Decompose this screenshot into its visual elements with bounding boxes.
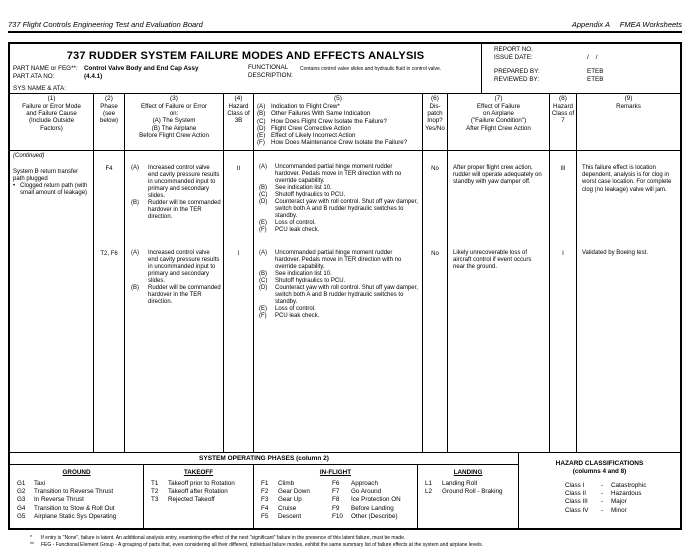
phase-code: G5 <box>17 512 26 520</box>
item-letter: (B) <box>131 200 139 206</box>
phase-code: T2 <box>151 488 159 496</box>
phase-code: F10 <box>332 512 343 520</box>
col3-header-line: (A) The System <box>152 117 196 125</box>
phase-code: F4 <box>261 504 269 512</box>
report-block <box>482 44 680 93</box>
item-letter: (C) <box>257 117 266 125</box>
bullet-icon: • <box>13 183 16 189</box>
phase-item <box>254 496 328 504</box>
phase-item <box>10 505 143 513</box>
fmea-worksheet-table <box>8 42 682 530</box>
phase-label: Climb <box>278 480 295 487</box>
phase-code: G4 <box>17 504 26 512</box>
phases-header: SYSTEM OPERATING PHASES (column 2) <box>10 453 518 465</box>
class-name: Class III <box>565 498 588 506</box>
effect-after-entry-1: After proper flight crew action, rudder will operate adequately on standby with yaw damper off. <box>453 165 542 186</box>
inflight-phase-column <box>254 465 418 528</box>
col5-header-item <box>257 132 420 139</box>
phase-label: Transition to Reverse Thrust <box>34 488 114 496</box>
col6-number: (6) <box>431 95 439 102</box>
effect-after-column <box>448 151 550 452</box>
hazard-classifications <box>519 453 680 528</box>
phase-code: L2 <box>425 488 433 496</box>
col3-number: (3) <box>170 95 178 102</box>
indication-item <box>259 285 418 306</box>
column-header-6 <box>423 94 448 150</box>
item-letter: (C) <box>259 278 268 284</box>
phase-code: T3 <box>151 496 159 504</box>
dispatch-entry-2: No <box>431 251 439 257</box>
item-letter: (D) <box>257 124 266 132</box>
failure-cause-row <box>13 183 90 197</box>
phase-label: Descent <box>278 512 302 520</box>
remarks-column <box>577 151 680 452</box>
ground-title: GROUND <box>62 469 91 476</box>
col5-header-item <box>257 125 420 132</box>
item-letter: (B) <box>259 185 267 191</box>
class-label: Major <box>611 498 627 506</box>
issue-date-value: / / <box>587 53 598 61</box>
item-text: Effect of Likely Incorrect Action <box>271 132 356 140</box>
item-text: Shutoff hydraulics to PCU. <box>275 192 346 198</box>
prepared-by-value: ETEB <box>587 68 604 75</box>
phase-entry-1: F4 <box>105 166 113 172</box>
phase-label: Approach <box>351 480 378 487</box>
sys-name-label: SYS NAME & ATA: <box>13 85 66 92</box>
functional-description-value: Contains control valve slides and hydraulic fluid in control valve. <box>300 66 442 72</box>
functional-description-label: FUNCTIONAL <box>248 64 289 71</box>
col4-header-line: 3B <box>234 117 243 125</box>
part-ata-label: PART ATA NO: <box>13 73 55 80</box>
col2-number: (2) <box>105 95 113 102</box>
col5-header-item <box>257 110 420 117</box>
inflight-sublists <box>254 480 417 521</box>
item-letter: (E) <box>259 306 267 312</box>
phase-code: F8 <box>332 496 340 504</box>
failure-mode-entry-2 <box>10 248 93 452</box>
col7-number: (7) <box>494 95 503 102</box>
takeoff-title: TAKEOFF <box>183 469 214 476</box>
col3-header-line: (B) The Airplane <box>151 124 197 132</box>
effect-item <box>131 200 221 221</box>
item-text: Loss of control. <box>275 306 316 312</box>
appendix-label: Appendix A <box>571 20 610 29</box>
phase-item <box>418 488 518 496</box>
phase-item <box>328 505 417 513</box>
col5-header-item <box>257 139 420 146</box>
class-name: Class I <box>565 482 585 489</box>
effect-item <box>131 285 221 306</box>
hazard-class-item <box>519 498 680 506</box>
hazard-3b-entry-1: II <box>236 166 241 172</box>
phase-code: F6 <box>332 480 340 487</box>
col5-number: (5) <box>334 95 342 102</box>
item-letter: (B) <box>131 285 139 291</box>
item-text: How Does Flight Crew Isolate the Failure? <box>271 117 387 125</box>
item-letter: (F) <box>259 227 267 233</box>
phase-label: Landing Roll <box>442 480 478 487</box>
item-letter: (A) <box>131 165 139 171</box>
indication-item <box>259 306 418 313</box>
phase-label: Gear Down <box>278 488 310 496</box>
worksheets-label: FMEA Worksheets <box>619 20 682 29</box>
phase-code: F5 <box>261 512 269 520</box>
col2-header-line: below) <box>99 117 119 125</box>
item-letter: (F) <box>257 139 265 147</box>
indication-item <box>259 250 418 271</box>
indication-item <box>259 164 418 185</box>
hazard-title: HAZARD CLASSIFICATIONS <box>555 460 644 467</box>
col9-number: (9) <box>624 95 633 102</box>
item-text: Indication to Flight Crew* <box>271 103 340 110</box>
item-text: How Does Maintenance Crew Isolate the Failure? <box>271 139 408 147</box>
column-header-2 <box>94 94 125 150</box>
phase-column <box>94 151 125 452</box>
item-text: Uncommanded partial hinge moment rudder hardover. Pedals move in TER direction with no override capability. <box>275 164 402 184</box>
hazard-class-item <box>519 482 680 490</box>
phase-item <box>10 496 143 504</box>
report-no-label: REPORT NO. <box>494 46 533 53</box>
col7-header-line: Effect of Failure <box>476 103 521 110</box>
footnotes <box>30 535 680 549</box>
item-text: Shutoff hydraulics to PCU. <box>275 278 346 284</box>
indication-item <box>259 271 418 278</box>
failure-mode-entry-1 <box>10 151 93 248</box>
page-header-left-text: 737 Flight Controls Engineering Test and Evaluation Board <box>8 20 203 29</box>
col4-number: (4) <box>234 95 243 102</box>
hazard-7-entry-2: I <box>562 251 564 257</box>
phase-item <box>418 480 518 488</box>
item-letter: (E) <box>257 132 266 140</box>
phase-code: F9 <box>332 504 340 512</box>
phase-item <box>254 505 328 513</box>
phase-code: G2 <box>17 488 26 496</box>
col1-header-line: (Include Outside <box>28 117 75 125</box>
column-header-row <box>10 94 680 151</box>
indication-item <box>259 220 418 227</box>
continued-note: (Continued) <box>13 153 45 159</box>
title-block <box>10 44 482 93</box>
phase-item <box>144 480 253 488</box>
item-text: See indication list 10. <box>275 185 332 191</box>
effect-item <box>131 250 221 285</box>
col7-header-line: on Airplane <box>483 110 514 118</box>
item-text: Rudder will be commanded hardover in the TER direction. <box>148 285 221 305</box>
footnote-text: If entry is "None", failure is latent. An additional analysis entry, examining the effect of the next "significant" failure in the presence of this latent failure, must be made. <box>41 535 406 541</box>
remarks-entry-2: Validated by Boeing test. <box>582 250 648 256</box>
indication-item <box>259 227 418 234</box>
column-header-9 <box>577 94 680 150</box>
phase-item <box>10 480 143 488</box>
footnote-marker: ** <box>30 542 34 548</box>
col5-header-item <box>257 103 420 110</box>
item-letter: (C) <box>259 192 268 198</box>
phase-label: Cruise <box>278 504 297 512</box>
hazard-class-item <box>519 507 680 515</box>
dash: - <box>601 506 604 514</box>
reviewed-by-line <box>482 76 680 84</box>
footnote <box>30 535 680 542</box>
phase-code: F2 <box>261 488 269 496</box>
item-letter: (B) <box>257 110 266 118</box>
dispatch-column <box>423 151 448 452</box>
phase-code: G3 <box>17 496 26 504</box>
phase-label: Transition to Stow & Roll Out <box>34 504 115 512</box>
worksheet-title: 737 RUDDER SYSTEM FAILURE MODES AND EFFECTS ANALYSIS <box>66 50 425 62</box>
item-letter: (D) <box>259 199 268 205</box>
part-name-label: PART NAME or FEG**: <box>13 65 78 72</box>
phase-label: Ice Protection ON <box>351 496 401 504</box>
col9-header-line: Remarks <box>616 103 641 110</box>
col1-header-line: and Failure Cause <box>26 110 77 118</box>
indication-item <box>259 192 418 199</box>
phase-item <box>328 513 417 521</box>
item-text: See indication list 10. <box>275 271 332 277</box>
column-header-5 <box>254 94 423 150</box>
column-header-4 <box>224 94 254 150</box>
phase-code: G1 <box>17 480 26 487</box>
effect-after-entry-2: Likely unrecoverable loss of aircraft control if event occurs near the ground. <box>453 250 532 271</box>
item-text: Counteract yaw with roll control. Shut off yaw damper, switch both A and B rudder hydraulic switches to standby. <box>275 199 418 219</box>
page-header <box>8 20 682 29</box>
landing-title: LANDING <box>453 469 483 476</box>
item-text: PCU leak check. <box>275 313 320 319</box>
item-text: Uncommanded partial hinge moment rudder hardover. Pedals move in TER direction with no override capability. <box>275 250 402 270</box>
item-letter: (A) <box>259 164 267 170</box>
indication-item <box>259 185 418 192</box>
col2-header-line: Phase <box>100 103 118 110</box>
item-letter: (A) <box>259 250 267 256</box>
phase-label: Other (Describe) <box>351 512 398 520</box>
indication-item <box>259 199 418 220</box>
column-header-1 <box>10 94 94 150</box>
column-header-3 <box>125 94 224 150</box>
effect-column <box>125 151 224 452</box>
phase-label: Taxi <box>34 480 46 487</box>
phase-label: Go Around <box>351 488 382 496</box>
legend-section <box>10 453 680 528</box>
col7-header-line: ("Failure Condition") <box>470 117 527 125</box>
footnote <box>30 542 680 549</box>
phase-entry-2: T2, F6 <box>100 251 118 257</box>
phase-item <box>254 480 328 488</box>
table-body <box>10 151 680 453</box>
phase-label: Gear Up <box>278 496 302 504</box>
phase-item <box>328 488 417 496</box>
indication-column <box>254 151 423 452</box>
phase-label: Rejected Takeoff <box>168 496 215 504</box>
phase-label: Before Landing <box>351 504 394 512</box>
phase-code: L1 <box>425 480 433 487</box>
indication-item <box>259 313 418 320</box>
col6-header-line: Inop? <box>427 117 443 125</box>
prepared-by-line <box>482 68 680 76</box>
item-text: Increased control valve end cavity pressure results in uncommanded input to primary and secondary slides. <box>148 250 220 284</box>
header-rule <box>8 31 682 33</box>
remarks-entry-1: This failure effect is location dependent, analysis is for clog in worst case location. For complete clog (no leakage) valve will jam. <box>582 165 672 193</box>
col8-header-line: Hazard <box>553 103 573 110</box>
effect-item <box>131 165 221 200</box>
col4-header-line: Hazard <box>228 103 249 110</box>
phase-label: In Reverse Thrust <box>34 496 84 504</box>
hazard-3b-column <box>224 151 254 452</box>
col2-header-line: (see <box>102 110 116 118</box>
col7-header-line: After Flight Crew Action <box>466 124 531 132</box>
failure-cause-text: Clogged return path (with small amount of leakage) <box>20 183 88 196</box>
phase-label: Takeoff after Rotation <box>168 488 228 496</box>
phase-item <box>328 496 417 504</box>
ground-phase-column <box>10 465 144 528</box>
phase-item <box>144 496 253 504</box>
item-text: Increased control valve end cavity pressure results in uncommanded input to primary and secondary slides. <box>148 165 220 199</box>
dispatch-entry-1: No <box>431 166 439 172</box>
hazard-7-column <box>550 151 577 452</box>
class-name: Class IV <box>565 506 589 514</box>
phase-code: T1 <box>151 480 159 487</box>
col8-number: (8) <box>559 95 567 102</box>
phase-code: F1 <box>261 480 269 487</box>
class-name: Class II <box>565 490 586 498</box>
phase-label: Airplane Static Sys Operating <box>34 512 117 520</box>
system-operating-phases <box>10 453 519 528</box>
col1-header-line: Failure or Error Mode <box>22 103 81 110</box>
col1-header-line: Factors) <box>40 124 63 132</box>
hazard-subtitle: (columns 4 and 8) <box>572 468 627 475</box>
phase-item <box>10 488 143 496</box>
hazard-7-entry-1: III <box>560 166 566 172</box>
col3-header-line: Before Flight Crew Action <box>139 131 209 139</box>
class-label: Catastrophic <box>611 482 647 489</box>
prepared-by-label: PREPARED BY: <box>494 68 540 75</box>
column-header-7 <box>448 94 550 150</box>
column-header-8 <box>550 94 577 150</box>
title-row <box>10 44 680 94</box>
dash: - <box>601 482 604 489</box>
phase-label: Ground Roll - Braking <box>442 488 503 496</box>
failure-mode-text: System B return transfer path plugged <box>13 169 79 182</box>
item-letter: (E) <box>259 220 267 226</box>
phase-item <box>144 488 253 496</box>
page-header-right-text <box>564 20 682 29</box>
item-letter: (A) <box>257 103 266 110</box>
footnote-text: FEG - Functional Element Group - A grouping of parts that, even considering all their different, individual failure modes, exhibit the same summary list of failure effects at the system and airplane levels. <box>41 542 483 548</box>
col5-header-item <box>257 118 420 125</box>
hazard-class-item <box>519 490 680 498</box>
item-text: Rudder will be commanded hardover in the TER direction. <box>148 200 221 220</box>
phase-label: Takeoff prior to Rotation <box>168 480 235 487</box>
col6-header-line: Dis- <box>429 103 441 110</box>
col4-header-line: Class of <box>227 110 250 118</box>
dash: - <box>601 498 604 506</box>
class-label: Minor <box>611 506 627 514</box>
col6-header-line: Yes/No <box>425 124 445 132</box>
item-text: Other Failures With Same Indication <box>271 110 371 118</box>
item-letter: (A) <box>131 250 139 256</box>
dash: - <box>601 490 604 498</box>
functional-description-label2: DESCRIPTION: <box>248 72 293 79</box>
col3-header-line: Effect of Failure or Error <box>141 103 207 110</box>
takeoff-phase-column <box>144 465 254 528</box>
col3-header-line: on: <box>169 110 179 118</box>
reviewed-by-label: REVIEWED BY: <box>494 75 540 83</box>
part-ata-value: (4.4.1) <box>84 73 103 80</box>
failure-mode-column <box>10 151 94 452</box>
issue-date-label: ISSUE DATE: <box>494 53 533 61</box>
issue-date-line <box>482 54 680 62</box>
item-letter: (B) <box>259 271 267 277</box>
item-text: Loss of control. <box>275 220 316 226</box>
inflight-title: IN-FLIGHT <box>319 469 352 476</box>
landing-phase-column <box>418 465 518 528</box>
phase-item <box>254 513 328 521</box>
phase-item <box>254 488 328 496</box>
phases-columns <box>10 465 518 528</box>
class-label: Hazardous <box>611 490 642 498</box>
report-no-line <box>482 46 680 54</box>
part-name-value: Control Valve Body and End Cap Assy <box>84 65 199 72</box>
phase-item <box>10 513 143 521</box>
phase-code: F3 <box>261 496 269 504</box>
col1-number: (1) <box>47 95 56 102</box>
indication-item <box>259 278 418 285</box>
col8-header-line: 7 <box>561 117 565 125</box>
phase-item <box>328 480 417 488</box>
hazard-3b-entry-2: I <box>237 251 240 257</box>
item-letter: (D) <box>259 285 268 291</box>
footnote-marker: * <box>30 535 32 541</box>
item-letter: (F) <box>259 313 267 319</box>
phase-code: F7 <box>332 488 340 496</box>
item-text: PCU leak check. <box>275 227 320 233</box>
item-text: Flight Crew Corrective Action <box>271 124 351 132</box>
col8-header-line: Class of <box>551 110 575 118</box>
reviewed-by-value: ETEB <box>587 75 604 83</box>
item-text: Counteract yaw with roll control. Shut off yaw damper, switch both A and B rudder hydraulic switches to standby. <box>275 285 418 305</box>
col6-header-line: patch <box>427 110 443 118</box>
